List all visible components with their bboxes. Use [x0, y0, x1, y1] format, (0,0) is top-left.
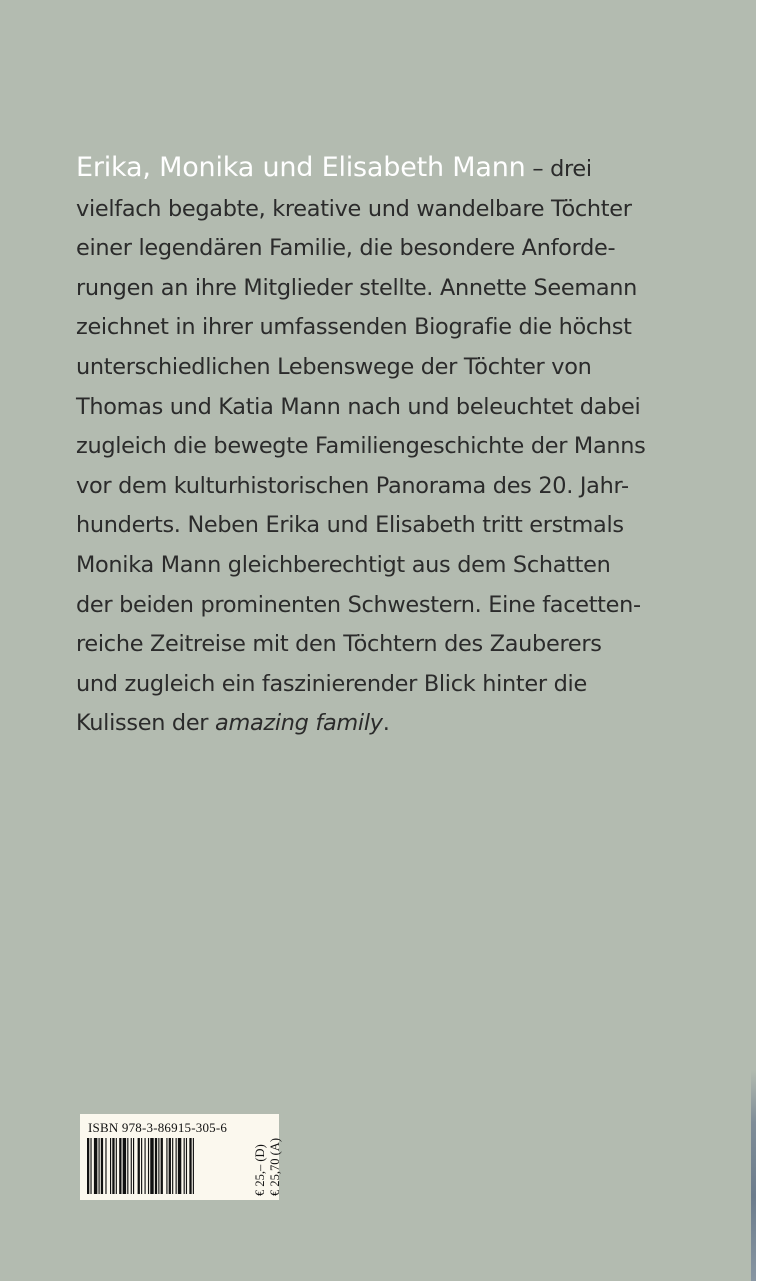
- barcode-bar: [90, 1138, 91, 1194]
- blurb-line: und zugleich ein faszinierender Blick hinter die: [76, 670, 587, 697]
- blurb-line: hunderts. Neben Erika und Elisabeth tritt erstmals: [76, 512, 624, 539]
- blurb-line: der beiden prominenten Schwestern. Eine facetten-: [76, 591, 641, 618]
- blurb-highlight-names: Erika, Monika und Elisabeth Mann: [76, 152, 526, 183]
- barcode-bar: [123, 1138, 126, 1194]
- barcode-bar: [99, 1138, 100, 1194]
- barcode-bar: [161, 1138, 163, 1194]
- blurb-line: Thomas und Katia Mann nach und beleuchtet dabei: [76, 393, 641, 420]
- barcode-bar: [169, 1138, 171, 1194]
- barcode-bar: [105, 1138, 106, 1194]
- barcode-bar: [133, 1138, 134, 1194]
- blurb-line: einer legendären Familie, die besondere Anforde-: [76, 235, 616, 262]
- barcode-bar: [145, 1138, 146, 1194]
- blurb-line: rungen an ihre Mitglieder stellte. Annette Seemann: [76, 274, 638, 301]
- price-block: [253, 1138, 283, 1196]
- barcode-label: [80, 1114, 282, 1200]
- price-germany: € 25,– (D): [253, 1144, 267, 1196]
- barcode-bar: [94, 1138, 97, 1194]
- barcode-bar: [186, 1138, 187, 1194]
- blurb-italic-phrase: amazing family: [215, 710, 383, 737]
- blurb-line: zugleich die bewegte Familiengeschichte der Manns: [76, 433, 646, 460]
- barcode-bar: [148, 1138, 149, 1194]
- barcode-bar: [110, 1138, 111, 1194]
- barcode-bar: [189, 1138, 191, 1194]
- barcode-bar: [166, 1138, 167, 1194]
- barcode-bars: [87, 1138, 237, 1194]
- barcode-bar: [87, 1138, 89, 1194]
- barcode-bar: [116, 1138, 117, 1194]
- blurb-line: Kulissen der amazing family.: [76, 710, 390, 737]
- barcode-bar: [178, 1138, 181, 1194]
- barcode-bar: [127, 1138, 128, 1194]
- blurb-line: unterschiedlichen Lebenswege der Töchter von: [76, 353, 592, 380]
- blurb-line: Erika, Monika und Elisabeth Mann – drei: [76, 152, 592, 183]
- barcode-bar: [155, 1138, 157, 1194]
- adjacent-cover-edge: [751, 1070, 756, 1281]
- barcode-bar: [141, 1138, 142, 1194]
- barcode-bar: [119, 1138, 121, 1194]
- barcode-bar: [193, 1138, 194, 1194]
- barcode-bar: [176, 1138, 177, 1194]
- barcode-bar: [158, 1138, 159, 1194]
- blurb-text: [76, 148, 676, 744]
- price-austria: € 25,70 (A): [268, 1138, 282, 1196]
- barcode-bar: [172, 1138, 173, 1194]
- isbn-number: ISBN 978-3-86915-305-6: [88, 1120, 228, 1135]
- blurb-line: vielfach begabte, kreative und wandelbare Töchter: [76, 195, 632, 222]
- blurb-line: Monika Mann gleichberechtigt aus dem Schatten: [76, 551, 611, 578]
- blurb-line: vor dem kulturhistorischen Panorama des 20. Jahr-: [76, 472, 629, 499]
- barcode-bar: [138, 1138, 140, 1194]
- barcode-bar: [131, 1138, 132, 1194]
- barcode-bar: [112, 1138, 114, 1194]
- barcode-bar: [150, 1138, 153, 1194]
- blurb-line: reiche Zeitreise mit den Töchtern des Zauberers: [76, 631, 602, 658]
- barcode-bar: [184, 1138, 185, 1194]
- barcode-bar: [101, 1138, 103, 1194]
- blurb-line: zeichnet in ihrer umfassenden Biografie die höchst: [76, 314, 632, 341]
